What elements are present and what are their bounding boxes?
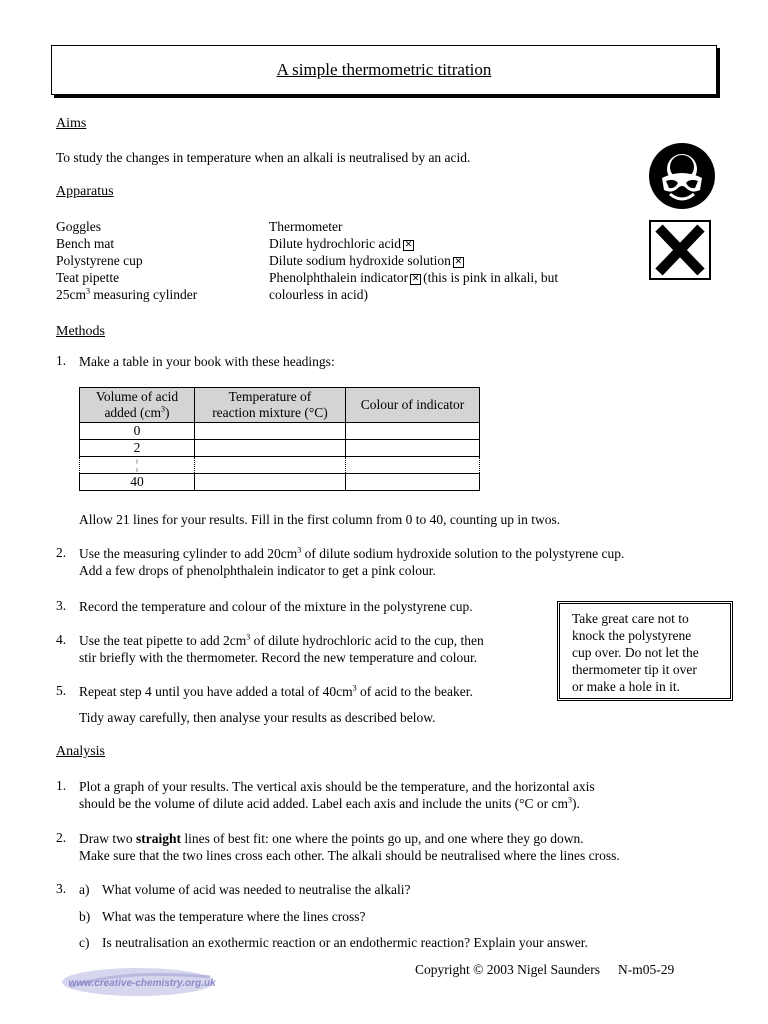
warning-line: Take great care not to xyxy=(572,611,689,626)
tidy-text: Tidy away carefully, then analyse your results as described below. xyxy=(79,710,436,725)
step-number: 3. xyxy=(56,881,67,896)
table-header: Temperature of reaction mixture (°C) xyxy=(195,388,346,423)
allow-text: Allow 21 lines for your results. Fill in the first column from 0 to 40, counting up in twos. xyxy=(79,512,561,527)
table-cell: ¦ xyxy=(80,457,195,474)
methods-heading: Methods xyxy=(56,324,105,339)
table-cell: 40 xyxy=(80,474,195,491)
apparatus-item: Phenolphthalein indicator ✕ (this is pink in alkali, but xyxy=(269,270,559,285)
analysis-1: Plot a graph of your results. The vertical axis should be the temperature, and the horizontal axis should be the volume of dilute acid added. Label each axis and include the units (°C or $cm^3$). xyxy=(79,779,595,811)
table-header: Volume of acid added $(cm^3)$ xyxy=(80,388,195,423)
table-row xyxy=(80,474,480,491)
warning-line: thermometer tip it over xyxy=(572,662,697,677)
table-row xyxy=(80,457,480,474)
table-row xyxy=(80,423,480,440)
title-box xyxy=(51,45,717,95)
apparatus-item: Goggles xyxy=(56,219,101,234)
safety-warning-box xyxy=(557,601,733,701)
step-5: Repeat step 4 until you have added a total of $40cm^3$ of acid to the beaker. xyxy=(79,683,473,699)
step-number: 5. xyxy=(56,683,67,698)
apparatus-item: Thermometer xyxy=(269,219,343,234)
step-number: 1. xyxy=(56,778,67,793)
apparatus-item: Polystyrene cup xyxy=(56,253,143,268)
aims-heading: Aims xyxy=(56,116,87,131)
apparatus-item: Dilute sodium hydroxide solution ✕ xyxy=(269,253,463,268)
step-1: Make a table in your book with these headings: xyxy=(79,354,335,369)
analysis-3b: b) What was the temperature where the lines cross? xyxy=(79,909,366,924)
table-cell: 2 xyxy=(80,440,195,457)
table-cell xyxy=(346,440,480,457)
analysis-3a: a) What volume of acid was needed to neutralise the alkali? xyxy=(79,882,411,897)
apparatus-item: Dilute hydrochloric acid ✕ xyxy=(269,236,413,251)
step-number: 1. xyxy=(56,353,67,368)
table-header-row xyxy=(80,388,480,423)
table-cell xyxy=(195,423,346,440)
table-row xyxy=(80,440,480,457)
goggles-icon xyxy=(648,142,716,210)
document-code: N-m05-29 xyxy=(618,962,675,977)
footer xyxy=(415,962,674,978)
step-number: 3. xyxy=(56,598,67,613)
apparatus-list-2 xyxy=(269,218,558,303)
apparatus-item: Bench mat xyxy=(56,236,115,251)
table-cell xyxy=(195,474,346,491)
step-4: Use the teat pipette to add $2cm^3$ of dilute hydrochloric acid to the cup, then stir briefly with the thermometer. Record the new temperature and colour. xyxy=(79,632,484,665)
harmful-small-icon: ✕ xyxy=(411,274,420,284)
warning-line: or make a hole in it. xyxy=(572,679,680,694)
step-3: Record the temperature and colour of the mixture in the polystyrene cup. xyxy=(79,599,473,614)
table-cell xyxy=(195,440,346,457)
table-cell: 0 xyxy=(80,423,195,440)
apparatus-heading: Apparatus xyxy=(56,184,114,199)
page-title: A simple thermometric titration xyxy=(276,60,492,79)
harmful-small-icon: ✕ xyxy=(454,257,463,267)
logo-text: www.creative-chemistry.org.uk xyxy=(68,978,216,989)
copyright-text: Copyright © 2003 Nigel Saunders xyxy=(415,962,600,977)
apparatus-item: $25cm^3$ measuring cylinder xyxy=(56,286,198,302)
harmful-small-icon: ✕ xyxy=(404,240,413,250)
step-number: 4. xyxy=(56,632,67,647)
analysis-2: Draw two straight lines of best fit: one where the points go up, and one where they go down. Make sure that the two lines cross each other. The alkali should be neutralised where the lines cross. xyxy=(79,831,620,863)
apparatus-item: Teat pipette xyxy=(56,270,120,285)
step-number: 2. xyxy=(56,545,67,560)
step-number: 2. xyxy=(56,830,67,845)
harmful-cross-icon xyxy=(649,220,711,280)
warning-line: cup over. Do not let the xyxy=(572,645,699,660)
aims-text: To study the changes in temperature when an alkali is neutralised by an acid. xyxy=(56,150,471,165)
table-cell xyxy=(195,457,346,474)
analysis-3c: c) Is neutralisation an exothermic reaction or an endothermic reaction? Explain your answer. xyxy=(79,935,588,950)
table-cell xyxy=(346,423,480,440)
apparatus-item: colourless in acid) xyxy=(269,287,368,302)
step-2: Use the measuring cylinder to add $20cm^3$ of dilute sodium hydroxide solution to the polystyrene cup. Add a few drops of phenolphthalein indicator to get a pink colour. xyxy=(79,545,625,578)
table-header: Colour of indicator xyxy=(346,388,480,423)
table-cell xyxy=(346,457,480,474)
creative-chemistry-logo xyxy=(60,965,220,999)
apparatus-list-1 xyxy=(56,218,197,303)
analysis-heading: Analysis xyxy=(56,744,105,759)
results-table xyxy=(79,387,480,491)
table-cell xyxy=(346,474,480,491)
warning-line: knock the polystyrene xyxy=(572,628,692,643)
